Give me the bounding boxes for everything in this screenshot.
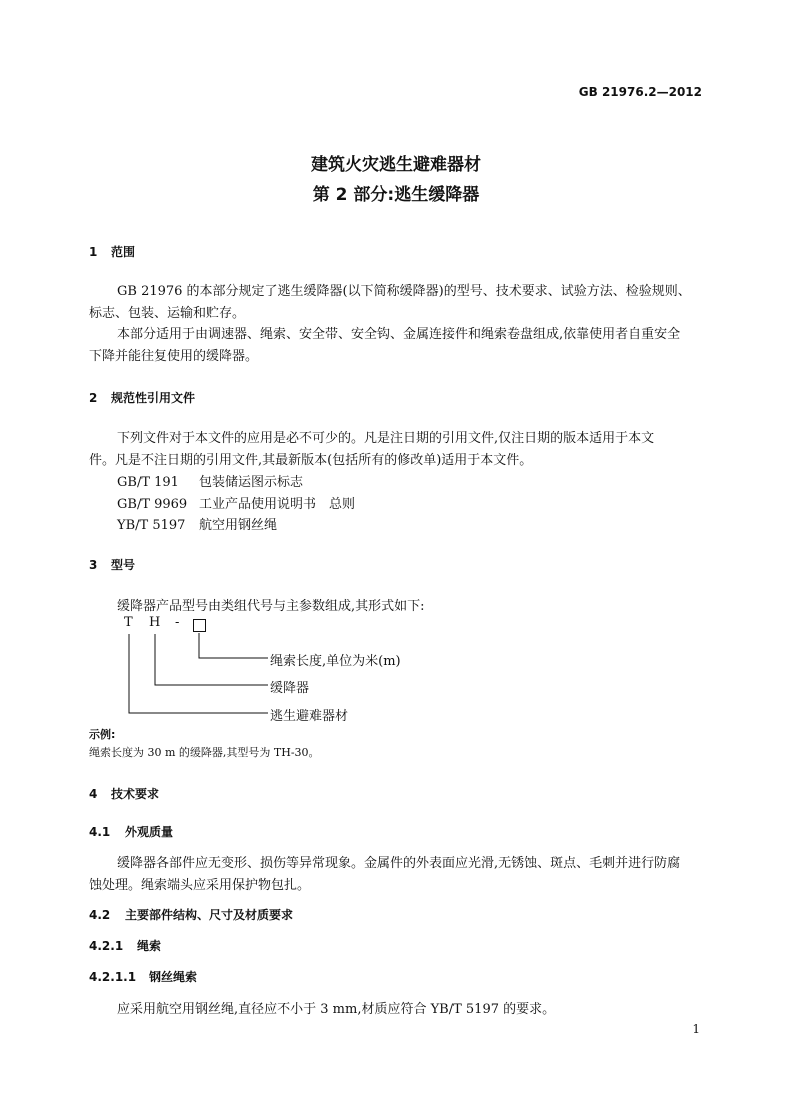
- example-text: 绳索长度为 30 m 的缓降器,其型号为 TH-30。: [89, 746, 320, 759]
- section-4-1-heading: [89, 823, 173, 840]
- section-title: 绳索: [137, 939, 162, 953]
- reference-title: 工业产品使用说明书 总则: [199, 497, 356, 512]
- section-title: 型号: [111, 558, 136, 572]
- paragraph: 应采用航空用钢丝绳,直径应不小于 3 mm,材质应符合 YB/T 5197 的要求。: [117, 1002, 556, 1017]
- reference-code: GB/T 191: [117, 475, 179, 490]
- section-title: 技术要求: [111, 787, 160, 801]
- paragraph: 下降并能往复使用的缓降器。: [89, 349, 259, 364]
- reference-title: 包装储运图示标志: [199, 475, 304, 490]
- standard-number: GB 21976.2—2012: [578, 85, 702, 99]
- section-number: 4: [89, 787, 98, 801]
- paragraph: 缓降器各部件应无变形、损伤等异常现象。金属件的外表面应光滑,无锈蚀、斑点、毛刺并进行防腐: [117, 856, 681, 871]
- section-number: 2: [89, 391, 98, 405]
- label-descender: 缓降器: [270, 681, 310, 696]
- paragraph: GB 21976 的本部分规定了逃生缓降器(以下简称缓降器)的型号、技术要求、试验方法、检验规则、: [117, 284, 691, 299]
- example-label: 示例:: [89, 728, 116, 741]
- section-4-2-heading: [89, 906, 293, 923]
- model-letter-t: T: [124, 615, 133, 630]
- section-number: 4.2.1: [89, 939, 124, 953]
- section-4-heading: [89, 785, 159, 802]
- section-4-2-1-heading: [89, 937, 161, 954]
- model-letter-h: H: [149, 615, 161, 630]
- section-title: 钢丝绳索: [149, 970, 198, 984]
- paragraph: 下列文件对于本文件的应用是必不可少的。凡是注日期的引用文件,仅注日期的版本适用于本文: [117, 431, 655, 446]
- descender-leader-line: [155, 634, 268, 685]
- paragraph: 本部分适用于由调速器、绳索、安全带、安全钩、金属连接件和绳索卷盘组成,依靠使用者自重安全: [117, 327, 681, 342]
- section-number: 4.2.1.1: [89, 970, 137, 984]
- page-number: 1: [692, 1022, 700, 1036]
- section-title: 主要部件结构、尺寸及材质要求: [125, 908, 294, 922]
- document-subtitle: 第 2 部分:逃生缓降器: [312, 185, 480, 205]
- section-number: 3: [89, 558, 98, 572]
- reference-code: GB/T 9969: [117, 497, 188, 512]
- section-title: 外观质量: [125, 825, 174, 839]
- reference-code: YB/T 5197: [117, 518, 186, 533]
- section-4-2-1-1-heading: [89, 968, 197, 985]
- model-dash: -: [175, 615, 180, 630]
- paragraph: 蚀处理。绳索端头应采用保护物包扎。: [89, 878, 311, 893]
- section-number: 4.2: [89, 908, 111, 922]
- section-title: 规范性引用文件: [111, 391, 196, 405]
- document-title: 建筑火灾逃生避难器材: [311, 155, 481, 175]
- section-title: 范围: [111, 245, 136, 259]
- model-intro: 缓降器产品型号由类组代号与主参数组成,其形式如下:: [117, 599, 425, 614]
- reference-title: 航空用钢丝绳: [199, 518, 278, 533]
- paragraph: 件。凡是不注日期的引用文件,其最新版本(包括所有的修改单)适用于本文件。: [89, 453, 533, 468]
- length-leader-line: [199, 633, 268, 658]
- section-number: 4.1: [89, 825, 111, 839]
- label-rope-length: 绳索长度,单位为米(m): [270, 654, 401, 669]
- section-number: 1: [89, 245, 98, 259]
- label-escape-equipment: 逃生避难器材: [270, 709, 349, 724]
- paragraph: 标志、包装、运输和贮存。: [89, 306, 246, 321]
